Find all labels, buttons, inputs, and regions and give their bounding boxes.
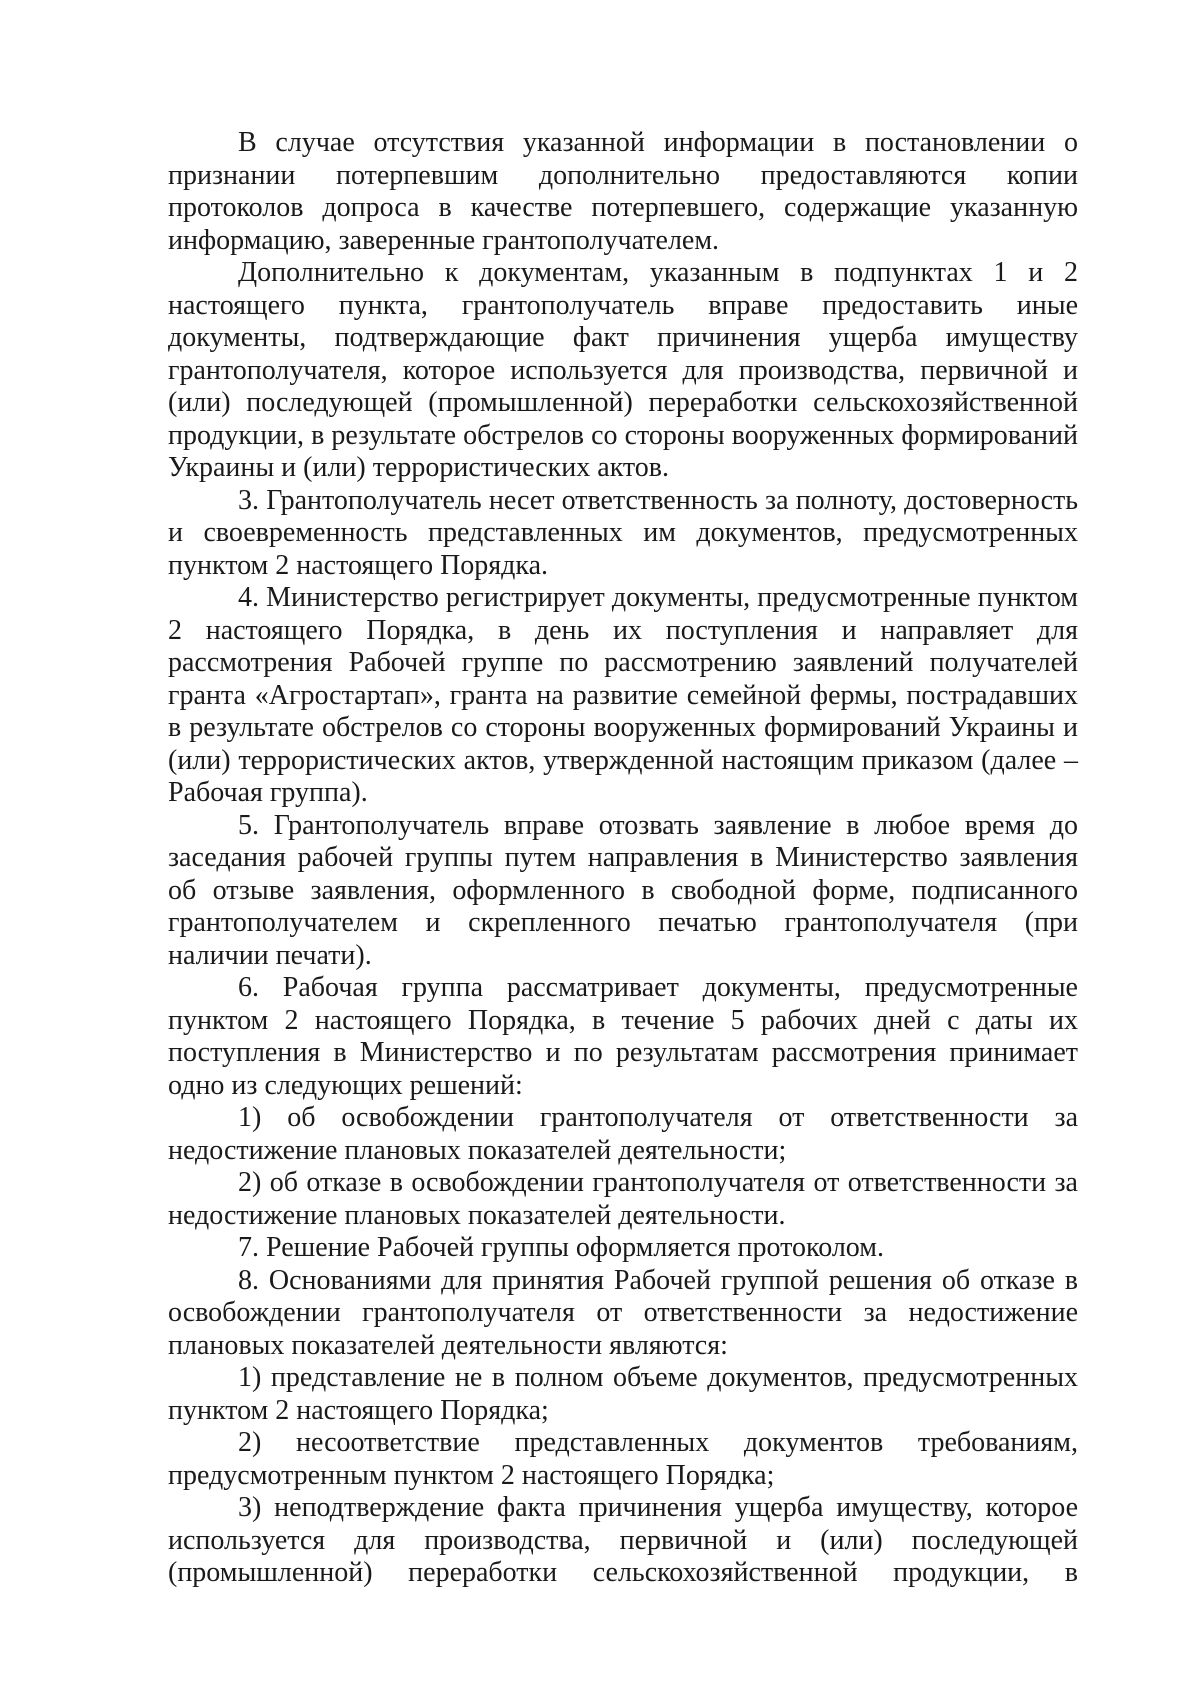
paragraph-missing-info: В случае отсутствия указанной информации в постановлении о признании потерпевшим дополнительно предоставляются копии протоколов допроса в качестве потерпевшего, содержащие указанную информацию, заверенные грантополучателем. (168, 127, 1078, 256)
paragraph-item-8-sub-2: 2) несоответствие представленных документов требованиям, предусмотренным пунктом 2 настоящего Порядка; (168, 1427, 1078, 1491)
paragraph-item-6-sub-2: 2) об отказе в освобождении грантополучателя от ответственности за недостижение плановых показателей деятельности. (168, 1167, 1078, 1231)
paragraph-item-6: 6. Рабочая группа рассматривает документы, предусмотренные пунктом 2 настоящего Порядка, в течение 5 рабочих дней с даты их поступления в Министерство и по результатам рассмотрения принимает одно из следующих решений: (168, 972, 1078, 1101)
document-page (168, 127, 1078, 1590)
paragraph-item-4: 4. Министерство регистрирует документы, предусмотренные пунктом 2 настоящего Порядка, в день их поступления и направляет для рассмотрения Рабочей группе по рассмотрению заявлений получателей гранта «Агростартап», гранта на развитие семейной фермы, пострадавших в результате обстрелов со стороны вооруженных формирований Украины и (или) террористических актов, утвержденной настоящим приказом (далее – Рабочая группа). (168, 582, 1078, 808)
paragraph-item-8-sub-3: 3) неподтверждение факта причинения ущерба имуществу, которое используется для производства, первичной и (или) последующей (промышленной) переработки сельскохозяйственной продукции, в (168, 1492, 1078, 1588)
paragraph-item-6-sub-1: 1) об освобождении грантополучателя от ответственности за недостижение плановых показателей деятельности; (168, 1102, 1078, 1166)
paragraph-item-8: 8. Основаниями для принятия Рабочей группой решения об отказе в освобождении грантополучателя от ответственности за недостижение плановых показателей деятельности являются: (168, 1264, 1078, 1361)
paragraph-item-7: 7. Решение Рабочей группы оформляется протоколом. (238, 1232, 884, 1263)
paragraph-item-8-sub-1: 1) представление не в полном объеме документов, предусмотренных пунктом 2 настоящего Порядка; (168, 1362, 1078, 1426)
paragraph-item-3: 3. Грантополучатель несет ответственность за полноту, достоверность и своевременность представленных им документов, предусмотренных пунктом 2 настоящего Порядка. (168, 484, 1078, 581)
paragraph-additional-documents: Дополнительно к документам, указанным в подпунктах 1 и 2 настоящего пункта, грантополучатель вправе предоставить иные документы, подтверждающие факт причинения ущерба имуществу грантополучателя, которое используется для производства, первичной и (или) последующей (промышленной) переработки сельскохозяйственной продукции, в результате обстрелов со стороны вооруженных формирований Украины и (или) террористических актов. (168, 257, 1078, 483)
paragraph-item-5: 5. Грантополучатель вправе отозвать заявление в любое время до заседания рабочей группы путем направления в Министерство заявления об отзыве заявления, оформленного в свободной форме, подписанного грантополучателем и скрепленного печатью грантополучателя (при наличии печати). (168, 809, 1078, 971)
